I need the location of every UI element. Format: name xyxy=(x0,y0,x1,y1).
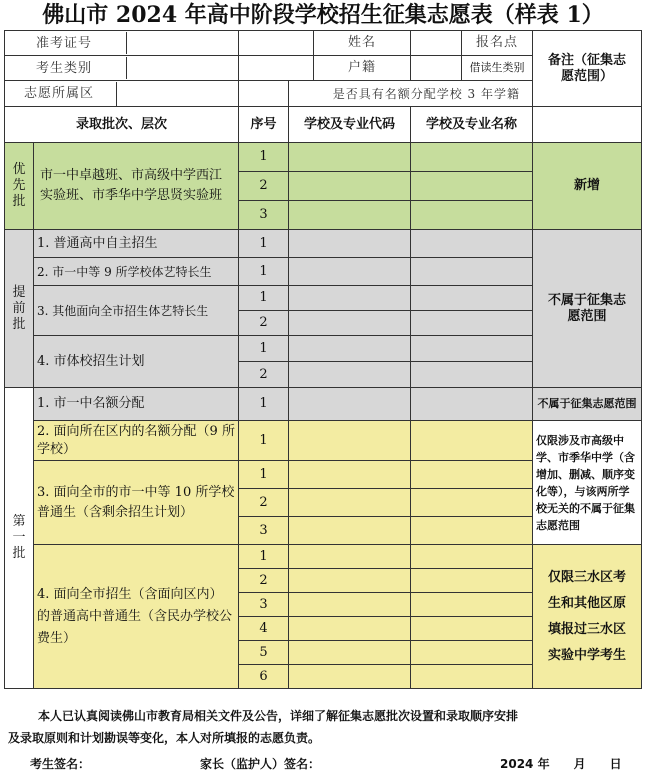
early-item-4: 4. 市体校招生计划 xyxy=(34,336,239,388)
school-input[interactable] xyxy=(411,665,533,689)
seq-cell: 1 xyxy=(239,336,289,362)
code-input[interactable] xyxy=(289,569,411,593)
header-remark-blank xyxy=(533,107,642,143)
seq-cell: 1 xyxy=(239,461,289,489)
batch-first: 第 一 批 xyxy=(5,388,34,689)
school-input[interactable] xyxy=(411,593,533,617)
seq-cell: 1 xyxy=(239,143,289,172)
district-row xyxy=(5,81,239,107)
category-row xyxy=(5,56,239,81)
exam-no-row xyxy=(5,31,239,56)
school-input[interactable] xyxy=(411,569,533,593)
code-input[interactable] xyxy=(289,421,411,461)
seq-cell: 2 xyxy=(239,311,289,336)
code-input[interactable] xyxy=(289,489,411,517)
exam-no-label: 准考证号 xyxy=(36,35,93,51)
declaration xyxy=(8,705,638,749)
batch-early: 提 前 批 xyxy=(5,230,34,388)
seq-cell: 4 xyxy=(239,617,289,641)
header-seq: 序号 xyxy=(239,107,289,143)
exam-no-field[interactable] xyxy=(239,31,411,56)
hukou-field[interactable] xyxy=(411,56,533,81)
seq-cell: 2 xyxy=(239,489,289,517)
remark-first-23: 仅限涉及市高级中学、市季华中学（含增加、删减、顺序变化等），与该两所学校无关的不属于征集志愿范围 xyxy=(533,421,642,545)
borrow-label: 借读生类别 xyxy=(461,56,532,80)
code-input[interactable] xyxy=(289,665,411,689)
code-input[interactable] xyxy=(289,545,411,569)
seq-cell: 3 xyxy=(239,201,289,230)
seq-cell: 3 xyxy=(239,593,289,617)
school-input[interactable] xyxy=(411,286,533,311)
school-input[interactable] xyxy=(411,172,533,201)
category-field[interactable] xyxy=(239,56,411,81)
school-input[interactable] xyxy=(411,362,533,388)
remark-first-1: 不属于征集志愿范围 xyxy=(533,388,642,421)
school-input[interactable] xyxy=(411,201,533,230)
school-input[interactable] xyxy=(411,517,533,545)
code-input[interactable] xyxy=(289,336,411,362)
school-input[interactable] xyxy=(411,230,533,258)
header-school: 学校及专业名称 xyxy=(411,107,533,143)
seq-cell: 2 xyxy=(239,362,289,388)
seq-cell: 1 xyxy=(239,545,289,569)
header-batch: 录取批次、层次 xyxy=(5,107,239,143)
code-input[interactable] xyxy=(289,172,411,201)
seq-cell: 2 xyxy=(239,569,289,593)
reg-point-label: 报名点 xyxy=(461,31,532,55)
school-input[interactable] xyxy=(411,545,533,569)
declaration-line-2: 及录取原则和计划勘误等变化，本人对所填报的志愿负责。 xyxy=(8,731,321,745)
name-label: 姓名 xyxy=(313,31,410,55)
code-input[interactable] xyxy=(289,143,411,172)
code-input[interactable] xyxy=(289,311,411,336)
school-input[interactable] xyxy=(411,461,533,489)
declaration-line-1: 本人已认真阅读佛山市教育局相关文件及公告，详细了解征集志愿批次设置和录取顺序安排 xyxy=(38,709,519,723)
early-item-2: 2. 市一中等 9 所学校体艺特长生 xyxy=(34,258,239,286)
name-field[interactable] xyxy=(411,31,533,56)
seq-cell: 1 xyxy=(239,230,289,258)
seq-cell: 1 xyxy=(239,388,289,421)
seq-cell: 6 xyxy=(239,665,289,689)
code-input[interactable] xyxy=(289,388,411,421)
code-input[interactable] xyxy=(289,201,411,230)
hukou-label: 户籍 xyxy=(313,56,410,80)
parent-signature-label[interactable]: 家长（监护人）签名： xyxy=(200,757,321,771)
school-input[interactable] xyxy=(411,641,533,665)
school-input[interactable] xyxy=(411,336,533,362)
code-input[interactable] xyxy=(289,641,411,665)
first-item-3: 3. 面向全市的市一中等 10 所学校普通生（含剩余招生计划） xyxy=(34,461,239,545)
seq-cell: 5 xyxy=(239,641,289,665)
batch-priority: 优 先 批 xyxy=(5,143,34,230)
first-item-2: 2. 面向所在区内的名额分配（9 所学校） xyxy=(34,421,239,461)
remark-priority: 新增 xyxy=(533,143,642,230)
early-item-3: 3. 其他面向全市招生体艺特长生 xyxy=(34,286,239,336)
code-input[interactable] xyxy=(289,258,411,286)
category-label: 考生类别 xyxy=(36,60,93,76)
code-input[interactable] xyxy=(289,593,411,617)
application-form-table xyxy=(4,30,642,689)
student-signature-label[interactable]: 考生签名： xyxy=(30,757,91,771)
priority-item: 市一中卓越班、市高级中学西江实验班、市季华中学思贤实验班 xyxy=(34,143,239,230)
remark-early: 不属于征集志愿范围 xyxy=(533,230,642,388)
school-input[interactable] xyxy=(411,143,533,172)
remark-header: 备注（征集志愿范围） xyxy=(533,31,642,107)
seq-cell: 2 xyxy=(239,172,289,201)
seq-cell: 1 xyxy=(239,258,289,286)
code-input[interactable] xyxy=(289,617,411,641)
first-item-4: 4. 面向全市招生（含面向区内）的普通高中普通生（含民办学校公费生） xyxy=(34,545,239,689)
early-item-1: 1. 普通高中自主招生 xyxy=(34,230,239,258)
school-input[interactable] xyxy=(411,258,533,286)
seq-cell: 1 xyxy=(239,421,289,461)
code-input[interactable] xyxy=(289,230,411,258)
page-title: 佛山市 2024 年高中阶段学校招生征集志愿表（样表 1） xyxy=(42,2,604,28)
school-input[interactable] xyxy=(411,617,533,641)
code-input[interactable] xyxy=(289,517,411,545)
date-field[interactable]: 2024 年 月 日 xyxy=(500,757,622,771)
code-input[interactable] xyxy=(289,461,411,489)
seq-cell: 3 xyxy=(239,517,289,545)
district-field[interactable] xyxy=(239,81,289,107)
code-input[interactable] xyxy=(289,362,411,388)
district-label: 志愿所属区 xyxy=(24,86,95,101)
school-input[interactable] xyxy=(411,388,533,421)
school-input[interactable] xyxy=(411,421,533,461)
remark-first-4: 仅限三水区考生和其他区原填报过三水区实验中学考生 xyxy=(533,545,642,689)
seq-cell: 1 xyxy=(239,286,289,311)
school-input[interactable] xyxy=(411,311,533,336)
first-item-1: 1. 市一中名额分配 xyxy=(34,388,239,421)
header-code: 学校及专业代码 xyxy=(289,107,411,143)
code-input[interactable] xyxy=(289,286,411,311)
school-input[interactable] xyxy=(411,489,533,517)
quota-question: 是否具有名额分配学校 3 年学籍 xyxy=(289,81,533,107)
